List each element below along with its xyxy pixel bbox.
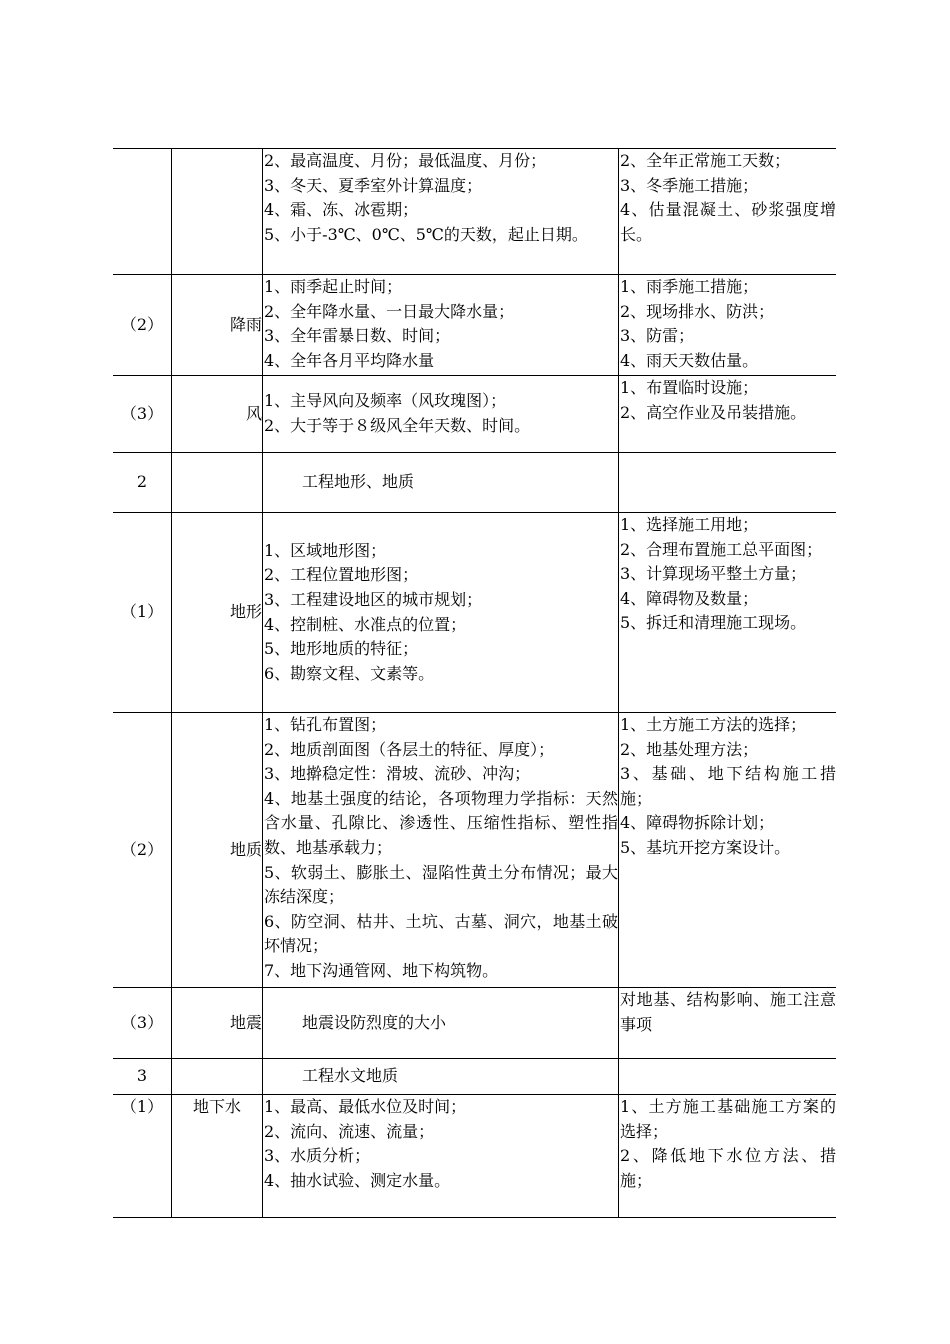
content-line: 2、最高温度、月份；最低温度、月份； xyxy=(264,151,547,170)
section-title-cell xyxy=(263,453,619,513)
content-line: 3、水质分析； xyxy=(264,1146,371,1166)
row-number: （2） xyxy=(113,275,172,376)
impact-line: 2、高空作业及吊装措施。 xyxy=(620,402,807,422)
impact-line: 5、基坑开挖方案设计。 xyxy=(620,837,791,857)
content-line: 4、控制桩、水准点的位置； xyxy=(264,614,467,634)
row-impact xyxy=(619,149,837,275)
row-impact xyxy=(619,453,837,513)
row-number: （1） xyxy=(113,1095,172,1218)
impact-line: 4、障碍物拆除计划； xyxy=(620,813,775,833)
section-title: 工程地形、地质 xyxy=(302,472,415,492)
section-number: 3 xyxy=(113,1059,172,1095)
impact-line: 1、雨季施工措施； xyxy=(620,277,759,296)
content-line: 7、地下沟通管网、地下构筑物。 xyxy=(264,960,499,980)
row-number: （2） xyxy=(113,713,172,988)
content-line: 5、小于-3℃、0℃、5℃的天数，起止日期。 xyxy=(264,224,588,244)
row-impact xyxy=(619,1059,837,1095)
row-name: 地下水 xyxy=(172,1095,263,1218)
impact-line: 3、计算现场平整土方量； xyxy=(620,564,807,584)
impact-line: 4、估量混凝土、砂浆强度增长。 xyxy=(620,200,836,244)
impact-line: 2、降低地下水位方法、措施； xyxy=(620,1146,836,1190)
content-line: 3、全年雷暴日数、时间； xyxy=(264,326,451,346)
row-content xyxy=(263,988,619,1059)
row-content xyxy=(263,1095,619,1218)
content-line: 5、软弱土、膨胀土、湿陷性黄土分布情况；最大冻结深度； xyxy=(264,862,618,907)
impact-line: 2、合理布置施工总平面图； xyxy=(620,539,823,559)
content-line: 4、霜、冻、冰雹期； xyxy=(264,200,419,220)
impact-line: 对地基、结构影响、施工注意事项 xyxy=(620,990,836,1034)
section-number: 2 xyxy=(113,453,172,513)
row-name: 降雨 xyxy=(172,275,263,376)
impact-line: 1、土方施工方法的选择； xyxy=(620,715,807,734)
content-line: 1、区域地形图； xyxy=(264,540,387,560)
table-row xyxy=(113,149,836,275)
content-line: 2、全年降水量、一日最大降水量； xyxy=(264,301,515,321)
row-content xyxy=(263,376,619,453)
impact-line: 1、土方施工基础施工方案的选择； xyxy=(620,1097,836,1141)
content-line: 1、雨季起止时间； xyxy=(264,277,403,296)
table-row xyxy=(113,988,836,1059)
impact-line: 3、防雷； xyxy=(620,326,695,346)
impact-line: 1、选择施工用地； xyxy=(620,515,759,534)
row-impact xyxy=(619,713,837,988)
row-name: 地震 xyxy=(172,988,263,1059)
row-impact xyxy=(619,988,837,1059)
section-row xyxy=(113,1059,836,1095)
content-line: 1、最高、最低水位及时间； xyxy=(264,1097,467,1116)
row-name xyxy=(172,149,263,275)
impact-line: 2、地基处理方法； xyxy=(620,739,759,759)
content-line: 6、勘察文程、文素等。 xyxy=(264,663,435,683)
row-name: 地形 xyxy=(172,513,263,713)
row-impact xyxy=(619,275,837,376)
content-line: 3、工程建设地区的城市规划； xyxy=(264,589,483,609)
impact-line: 2、现场排水、防洪； xyxy=(620,301,775,321)
impact-line: 3、冬季施工措施； xyxy=(620,175,759,195)
content-line: 地震设防烈度的大小 xyxy=(302,1012,447,1032)
impact-line: 4、障碍物及数量； xyxy=(620,588,759,608)
impact-line: 4、雨天天数估量。 xyxy=(620,350,759,370)
row-name xyxy=(172,453,263,513)
row-content xyxy=(263,513,619,713)
row-number: （3） xyxy=(113,988,172,1059)
table-row xyxy=(113,376,836,453)
impact-line: 5、拆迁和清理施工现场。 xyxy=(620,613,807,633)
row-name xyxy=(172,1059,263,1095)
survey-table xyxy=(113,148,836,1218)
content-line: 2、大于等于８级风全年天数、时间。 xyxy=(264,416,531,435)
table-row xyxy=(113,275,836,376)
impact-line: 1、布置临时设施； xyxy=(620,378,759,397)
row-impact xyxy=(619,376,837,453)
content-line: 4、全年各月平均降水量 xyxy=(264,350,435,370)
row-content xyxy=(263,713,619,988)
row-number: （1） xyxy=(113,513,172,713)
row-number xyxy=(113,149,172,275)
content-line: 1、主导风向及频率（风玫瑰图）； xyxy=(264,391,507,411)
section-title: 工程水文地质 xyxy=(302,1066,399,1086)
section-title-cell xyxy=(263,1059,619,1095)
content-line: 1、钻孔布置图； xyxy=(264,715,387,734)
content-line: 3、地擀稳定性：滑坡、流砂、冲沟； xyxy=(264,764,531,784)
content-line: 2、地质剖面图（各层土的特征、厚度）； xyxy=(264,739,555,759)
section-row xyxy=(113,453,836,513)
content-line: 3、冬天、夏季室外计算温度； xyxy=(264,175,483,195)
row-number: （3） xyxy=(113,376,172,453)
table-row xyxy=(113,513,836,713)
row-name: 风 xyxy=(172,376,263,453)
content-line: 2、流向、流速、流量； xyxy=(264,1121,435,1141)
content-line: 4、抽水试验、测定水量。 xyxy=(264,1170,451,1190)
content-line: 6、防空洞、枯井、土坑、古墓、洞穴，地基土破坏情况； xyxy=(264,911,618,956)
row-content xyxy=(263,149,619,275)
impact-line: 3、基础、地下结构施工措施； xyxy=(620,764,836,808)
table-row xyxy=(113,1095,836,1218)
content-line: 5、地形地质的特征； xyxy=(264,639,419,659)
row-impact xyxy=(619,1095,837,1218)
row-name: 地质 xyxy=(172,713,263,988)
row-impact xyxy=(619,513,837,713)
impact-line: 2、全年正常施工天数； xyxy=(620,151,791,170)
content-line: 4、地基土强度的结论，各项物理力学指标：天然含水量、孔隙比、渗透性、压缩性指标、塑性指数、地基承载力； xyxy=(264,788,618,857)
table-row xyxy=(113,713,836,988)
row-content xyxy=(263,275,619,376)
content-line: 2、工程位置地形图； xyxy=(264,565,419,585)
